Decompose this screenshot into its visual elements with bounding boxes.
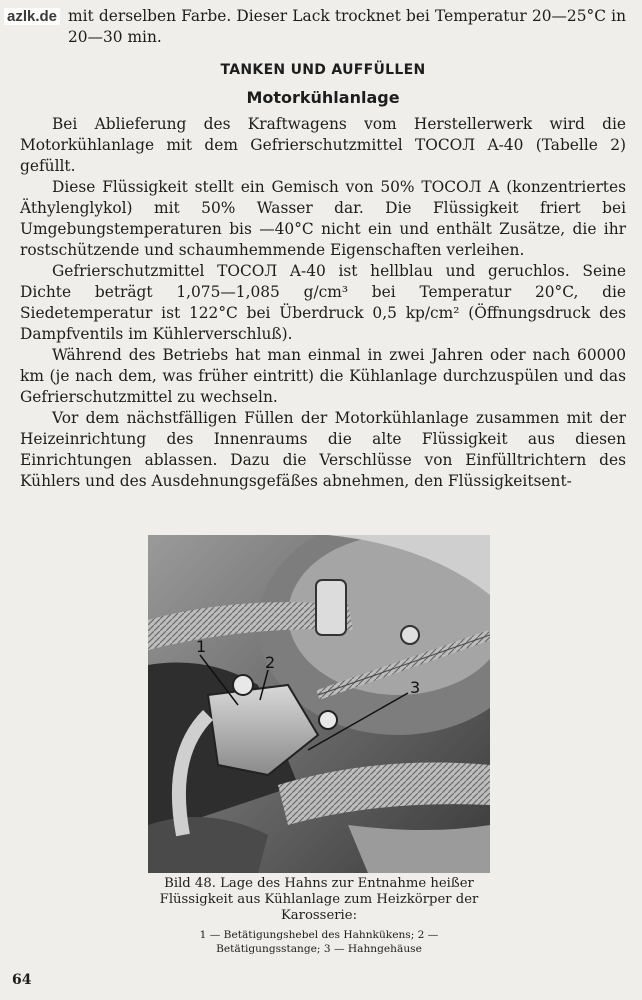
watermark-label: azlk.de	[4, 8, 60, 25]
paragraph-4: Während des Betriebs hat man einmal in zwei Jahren oder nach 60000 km (je nach dem, was früher eintritt) die Kühlanlage durchzuspülen und das Gefrierschutzmittel zu wechseln.	[20, 346, 626, 406]
callout-2: 2	[265, 653, 276, 672]
paragraph-1: Bei Ablieferung des Kraftwagens vom Herstellerwerk wird die Motorkühlanlage mit dem Gefrierschutzmittel ТОСОЛ A-40 (Tabelle 2) gefüllt.	[20, 115, 626, 175]
page-number: 64	[12, 972, 32, 988]
paragraph-3: Gefrierschutzmittel ТОСОЛ A-40 ist hellblau und geruchlos. Seine Dichte beträgt 1,075—1,085 g/cm³ bei Temperatur 20°C, die Siedetemperatur ist 122°C bei Überdruck 0,5 kp/cm² (Öffnungsdruck des Dampfventils im Kühlerverschluß).	[20, 262, 626, 343]
callout-1: 1	[196, 637, 207, 656]
callout-3: 3	[410, 678, 421, 697]
subsection-title: Motorkühlanlage	[246, 88, 400, 107]
figure-caption: Bild 48. Lage des Hahns zur Entnahme heißer Flüssigkeit aus Kühlanlage zum Heizkörper der Karosserie:	[159, 876, 479, 923]
section-title: TANKEN UND AUFFÜLLEN	[220, 62, 426, 78]
engine-photo-illustration	[148, 535, 490, 873]
paragraph-2: Diese Flüssigkeit stellt ein Gemisch von 50% ТОСОЛ A (konzentriertes Äthylenglykol) mit 50% Wasser dar. Die Flüssigkeit friert bei Umgebungstemperaturen bis —40°C nicht ein und enthält Zusätze, die ihr rostschützende und schaumhemmende Eigenschaften verleihen.	[20, 178, 626, 259]
figure-photo	[148, 535, 490, 873]
body-text	[20, 6, 626, 492]
figure-legend: 1 — Betätigungshebel des Hahnkükens; 2 — Betätigungsstange; 3 — Hahngehäuse	[199, 929, 439, 955]
intro-paragraph: mit derselben Farbe. Dieser Lack trocknet bei Temperatur 20—25°C in 20—30 min.	[68, 7, 626, 46]
paragraph-5: Vor dem nächstfälligen Füllen der Motorkühlanlage zusammen mit der Heizeinrichtung des Innenraums die alte Flüssigkeit aus diesen Einrichtungen ablassen. Dazu die Verschlüsse von Einfülltrichtern des Kühlers und des Ausdehnungsgefäßes abnehmen, den Flüssigkeitsent-	[20, 409, 626, 490]
